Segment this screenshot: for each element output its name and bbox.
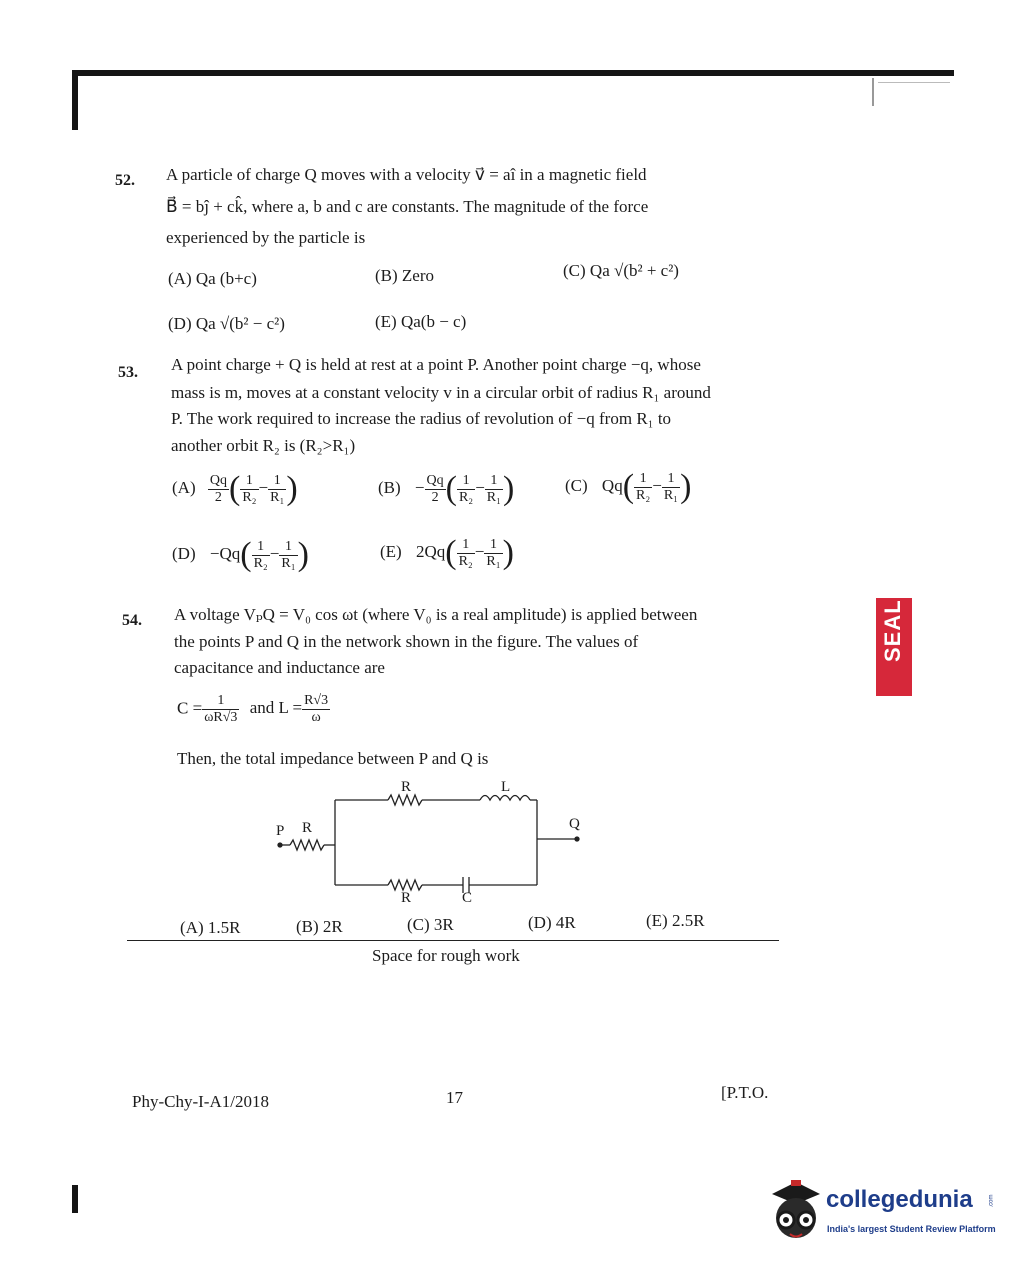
question-54-number: 54. xyxy=(122,612,142,629)
minus-sign: − xyxy=(269,543,280,563)
denominator: 2 xyxy=(431,489,439,505)
numerator: Qq xyxy=(209,472,227,488)
label-c: C xyxy=(462,890,473,906)
paren-close: ) xyxy=(297,536,309,573)
question-54-line-3: capacitance and inductance are xyxy=(174,658,385,677)
logo-suffix: .com xyxy=(988,1194,995,1208)
frac-1-r1 xyxy=(484,537,502,570)
frac-1-r2 xyxy=(240,473,258,506)
denominator: R₁ xyxy=(663,487,679,503)
question-53-option-a xyxy=(172,472,298,506)
denominator: R₂ xyxy=(253,555,268,571)
option-d-label: (D) xyxy=(172,543,196,563)
question-53-option-e xyxy=(380,536,514,570)
frac-1-r1 xyxy=(268,473,286,506)
paren-open: ( xyxy=(228,470,241,507)
inductor xyxy=(480,796,530,801)
seal-tab xyxy=(876,598,912,696)
question-54-values xyxy=(177,693,330,726)
question-54-option-d: (D) 4R xyxy=(528,913,576,932)
page-left-border-bottom xyxy=(72,1185,78,1213)
minus-sign: − xyxy=(652,475,662,495)
page-top-border xyxy=(72,70,954,76)
option-a-coef xyxy=(208,473,229,506)
paren-close: ) xyxy=(502,534,514,571)
numerator: 1 xyxy=(662,471,680,488)
option-b-label: (B) xyxy=(378,477,401,497)
minus-sign: − xyxy=(258,477,269,497)
numerator: 1 xyxy=(484,537,502,554)
terminal-q xyxy=(575,837,579,841)
denominator: 2 xyxy=(214,489,222,505)
numerator: 1 xyxy=(252,539,270,556)
frac-1-r2 xyxy=(634,471,652,504)
question-54-option-b: (B) 2R xyxy=(296,917,343,936)
label-r-bottom: R xyxy=(401,890,412,906)
collegedunia-logo xyxy=(766,1176,996,1246)
question-52-option-a: (A) Qa (b+c) xyxy=(168,269,257,288)
question-53-option-c xyxy=(565,470,691,504)
question-53-option-d xyxy=(172,538,309,572)
question-53-line-4: another orbit R₂ is (R₂>R₁) xyxy=(171,436,356,455)
option-e-label: (E) xyxy=(380,541,402,561)
frac-1-r1 xyxy=(662,471,680,504)
paren-open: ( xyxy=(445,470,457,507)
paper-code: Phy-Chy-I-A1/2018 xyxy=(132,1092,269,1111)
l-equals: and L = xyxy=(249,698,303,718)
resistor-bottom xyxy=(388,880,422,890)
question-54-option-a: (A) 1.5R xyxy=(180,918,241,937)
question-53-option-b xyxy=(378,472,514,506)
paren-open: ( xyxy=(240,536,252,573)
option-e-coef: 2Qq xyxy=(415,541,446,561)
label-p: P xyxy=(276,823,285,839)
mascot-icon xyxy=(766,1180,824,1242)
denominator: R₂ xyxy=(636,487,651,503)
paren-close: ) xyxy=(680,468,692,505)
denominator: R₁ xyxy=(486,553,501,569)
numerator: 1 xyxy=(268,473,286,490)
denominator: ω xyxy=(311,710,321,725)
question-52-line-2: B⃗ = bĵ + ck̂, where a, b and c are constants. The magnitude of the force xyxy=(166,197,649,216)
resistor-top xyxy=(388,795,422,805)
frac-1-r1 xyxy=(279,539,297,572)
question-52-line-3: experienced by the particle is xyxy=(166,228,366,247)
label-r-series: R xyxy=(302,820,313,836)
frac-1-r2 xyxy=(457,473,475,506)
denominator: R₂ xyxy=(458,553,473,569)
resistor-series xyxy=(290,840,324,850)
numerator: 1 xyxy=(485,473,503,490)
numerator: R√3 xyxy=(304,693,329,708)
question-53-line-1: A point charge + Q is held at rest at a point P. Another point charge −q, whose xyxy=(171,355,701,374)
question-54-line-2: the points P and Q in the network shown in the figure. The values of xyxy=(174,632,639,651)
minus-sign: − xyxy=(474,541,485,561)
option-b-coef xyxy=(425,473,446,506)
denominator: R₁ xyxy=(270,489,285,505)
rough-work-label: Space for rough work xyxy=(372,946,520,965)
frac-1-r2 xyxy=(457,537,475,570)
question-52-number: 52. xyxy=(115,172,135,189)
paren-close: ) xyxy=(503,470,515,507)
question-52-option-c: (C) Qa √(b² + c²) xyxy=(563,261,679,280)
question-53-number: 53. xyxy=(118,364,138,381)
numerator: 1 xyxy=(279,539,297,556)
numerator: 1 xyxy=(457,473,475,490)
numerator: 1 xyxy=(634,471,652,488)
question-52-option-e: (E) Qa(b − c) xyxy=(375,312,467,331)
option-d-coef: −Qq xyxy=(209,543,241,563)
question-52-option-b: (B) Zero xyxy=(375,266,435,285)
c-equals: C = xyxy=(177,698,203,718)
question-54-option-e: (E) 2.5R xyxy=(646,911,705,930)
rough-work-divider xyxy=(127,940,779,941)
frac-1-r2 xyxy=(252,539,270,572)
option-c-label: (C) xyxy=(565,475,588,495)
minus-sign: − xyxy=(475,477,485,497)
question-53-line-2: mass is m, moves at a constant velocity v in a circular orbit of radius R₁ around xyxy=(171,383,711,402)
option-c-coef: Qq xyxy=(601,475,623,495)
logo-tagline: India's largest Student Review Platform xyxy=(827,1224,996,1234)
page-number: 17 xyxy=(446,1088,463,1107)
numerator: 1 xyxy=(457,537,475,554)
c-fraction xyxy=(202,693,239,726)
denominator: R₂ xyxy=(458,489,474,505)
question-54-option-c: (C) 3R xyxy=(407,915,454,934)
seal-text: SEAL xyxy=(880,599,905,662)
pto-label: [P.T.O. xyxy=(721,1083,769,1102)
scan-mark-line xyxy=(878,82,950,83)
question-52-line-1: A particle of charge Q moves with a velocity v⃗ = aî in a magnetic field xyxy=(166,165,647,184)
question-54-line-1: A voltage VₚQ = V₀ cos ωt (where V₀ is a real amplitude) is applied between xyxy=(174,605,698,624)
numerator: Qq xyxy=(426,472,444,488)
circuit-diagram xyxy=(265,775,595,910)
denominator: ωR√3 xyxy=(204,710,238,725)
question-53-line-3: P. The work required to increase the radius of revolution of −q from R₁ to xyxy=(171,409,672,428)
option-a-label: (A) xyxy=(172,477,196,497)
numerator: 1 xyxy=(240,473,258,490)
numerator: 1 xyxy=(202,693,239,710)
l-fraction xyxy=(302,693,330,726)
label-q: Q xyxy=(569,816,580,832)
question-52-option-d: (D) Qa √(b² − c²) xyxy=(168,314,285,333)
frac-1-r1 xyxy=(485,473,503,506)
scan-mark xyxy=(872,78,874,106)
logo-name: collegedunia xyxy=(826,1186,973,1213)
paren-open: ( xyxy=(445,534,457,571)
page-left-border xyxy=(72,70,78,130)
denominator: R₂ xyxy=(242,489,257,505)
minus-sign: − xyxy=(414,477,425,497)
label-r-top: R xyxy=(401,779,412,795)
denominator: R₁ xyxy=(486,489,501,505)
paren-close: ) xyxy=(286,470,298,507)
question-54-then: Then, the total impedance between P and Q is xyxy=(177,749,489,768)
paren-open: ( xyxy=(622,468,635,505)
denominator: R₁ xyxy=(281,555,296,571)
label-l: L xyxy=(501,779,511,795)
